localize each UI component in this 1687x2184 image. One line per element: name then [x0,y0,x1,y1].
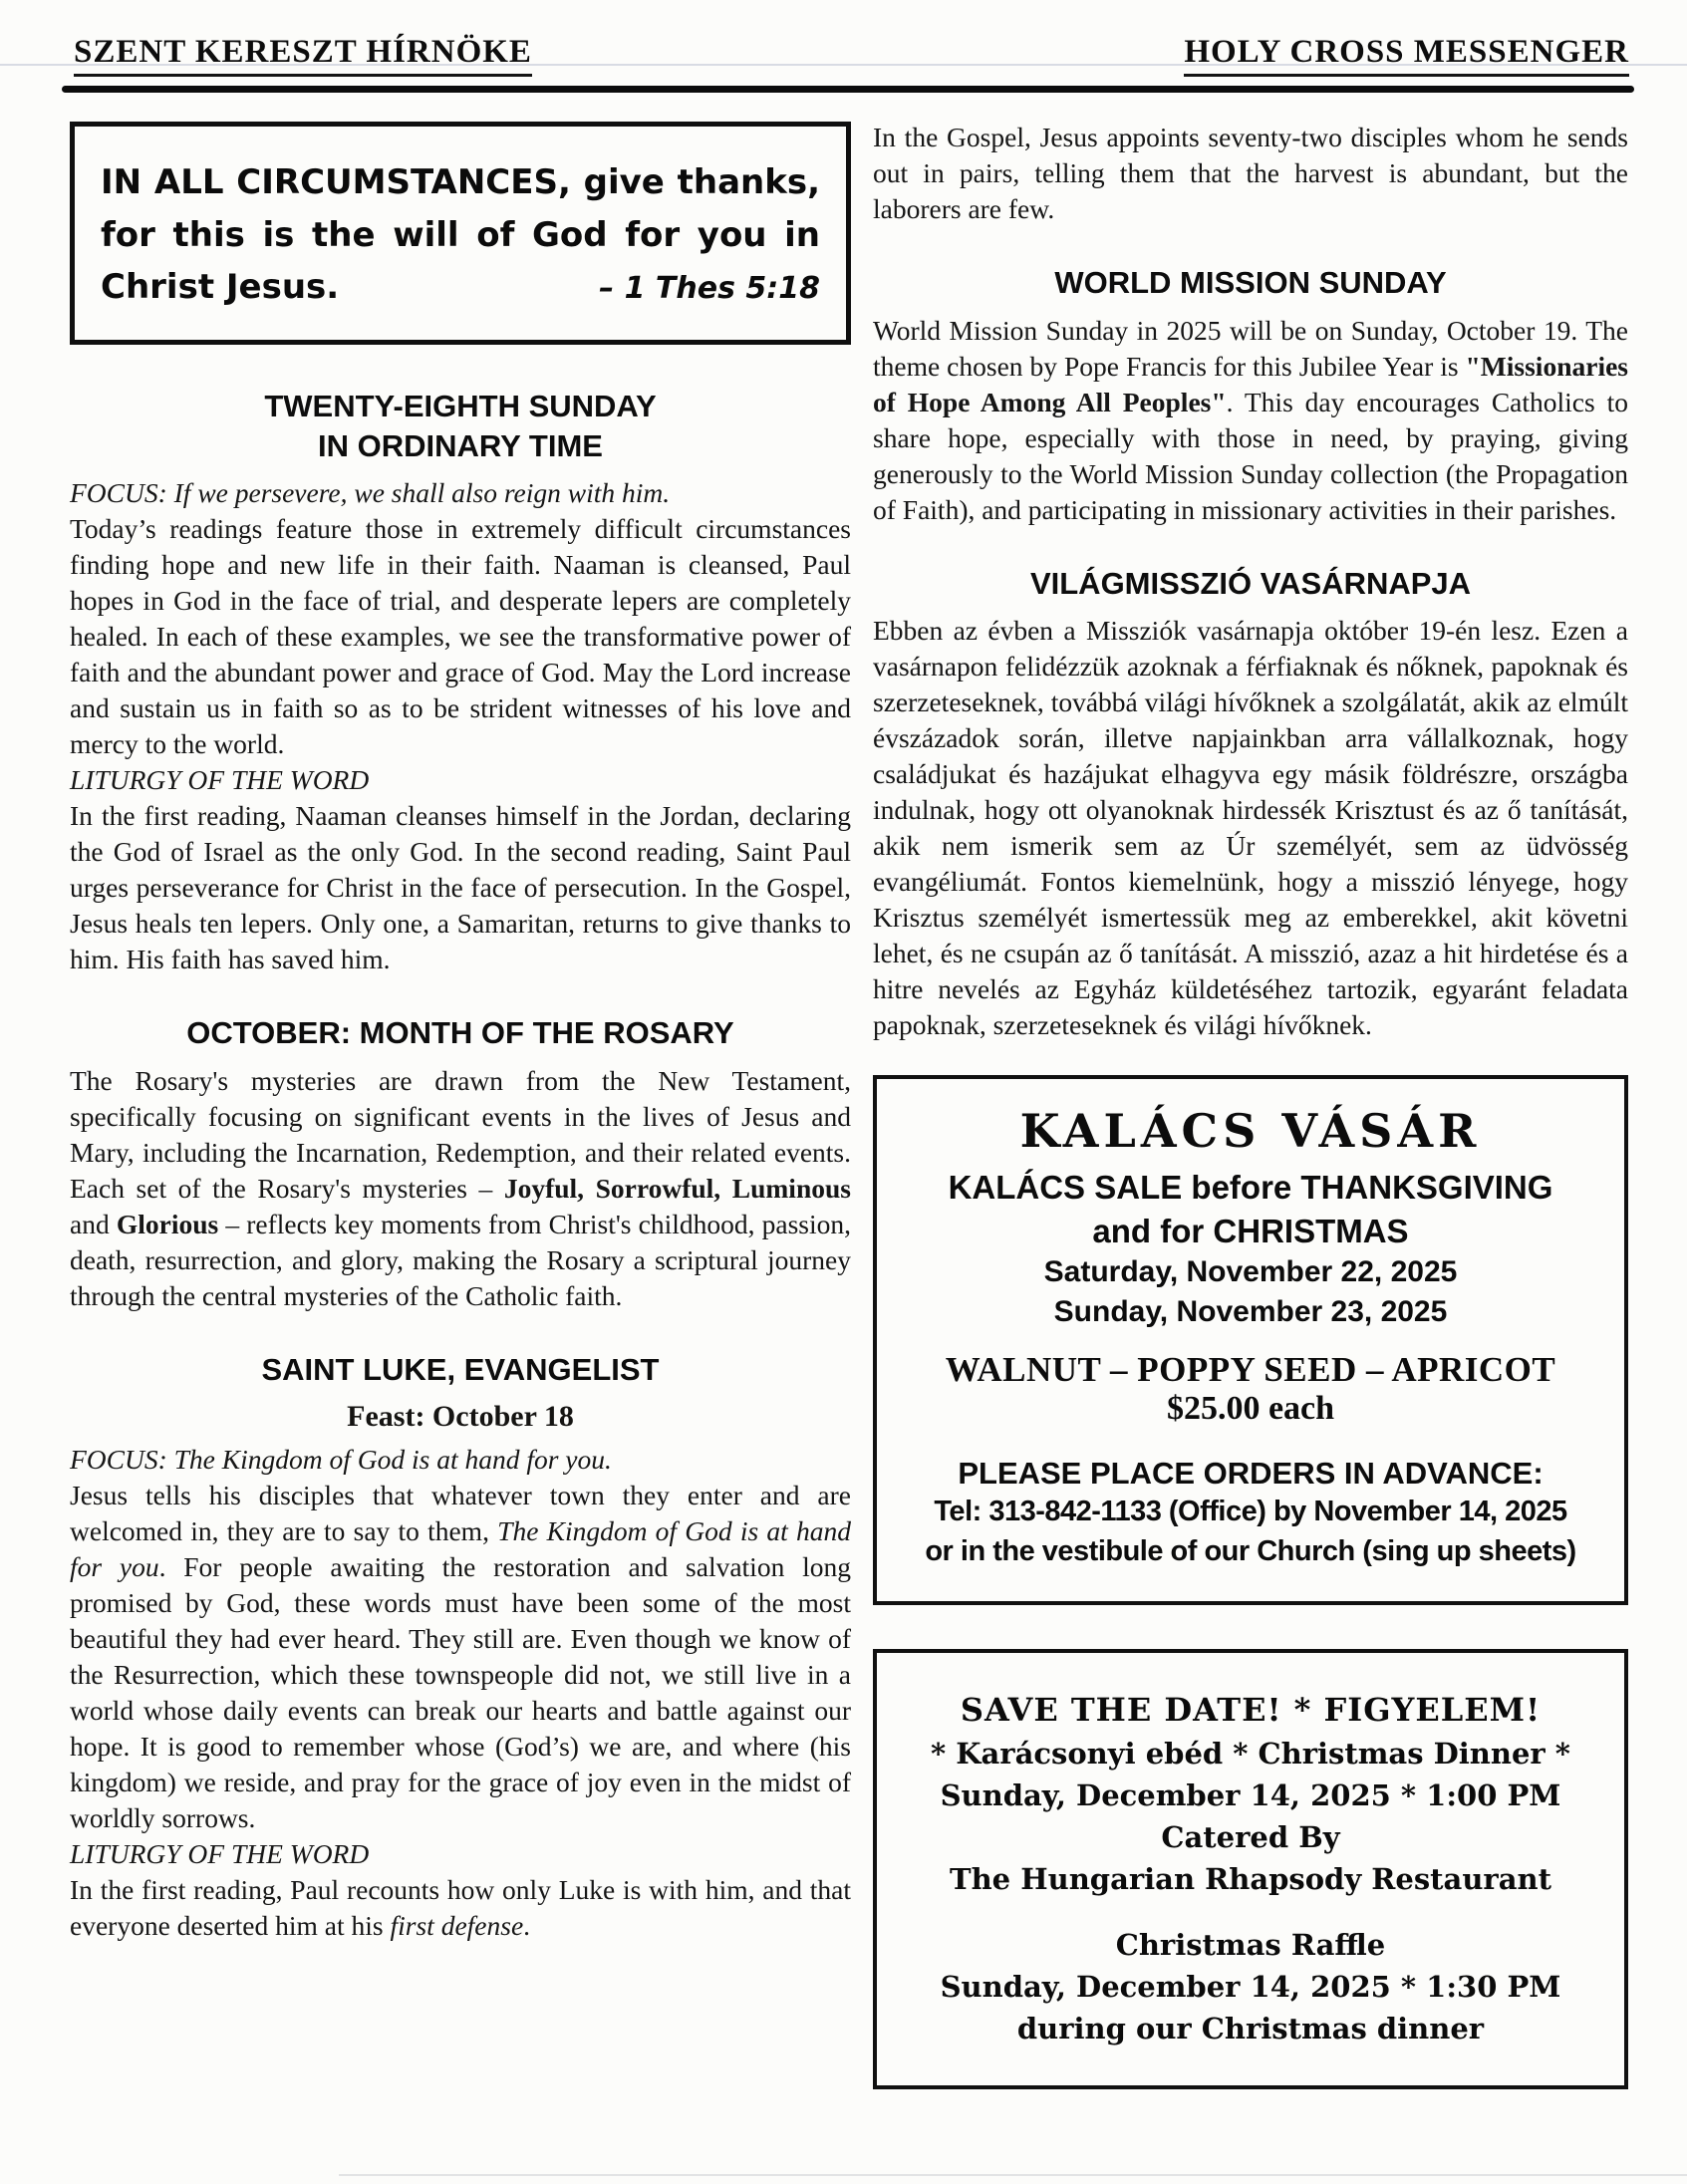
saint-luke-body-text: . For people awaiting the restoration and salvation long promised by God, these words must have been some of the most beautiful they had ever heard. They still are. Even though we know of the Resurrection, which these townspeople did not, we still live in a world whose daily events can break our hearts and battle against our hope. It is good to remember whose (God’s) we are, and where (his kingdom) we reside, and pray for the grace of joy even in the midst of worldly sorrows. [70,1550,851,1833]
vilagmisszio-body: Ebben az évben a Missziók vasárnapja október 19-én lesz. Ezen a vasárnapon felidézzük azoknak a férfiaknak és nőknek, papoknak és szerzeteseknek, továbbá világi hívőknek a szolgálatát, akik az elmúlt évszázadok során, illetve napjainkban arra vállalkoznak, hogy családjukat és hazájukat elhagyva egy másik földrészre, országba indulnak, hogy ott olyanoknak hirdessék Krisztust és az ő tanítását, akik nem ismerik sem az Úr személyét, sem az üdvösség evangéliumát. Fontos kiemelnünk, hogy a misszió lényege, hogy Krisztus személyét ismertessük meg az emberekkel, akit követni lehet, és ne csupán az ő tanítását. A misszió, azaz a hit hirdetése és a hitre nevelés az Egyház küldetéséhez tartozik, egyaránt feladata papoknak, szerzeteseknek és világi hívőknek. [873,615,1628,1041]
quote-citation: – 1 Thes 5:18 [599,271,820,307]
kalacs-date-sunday: Sunday, November 23, 2025 [1053,1295,1448,1329]
section-title-rosary: OCTOBER: MONTH OF THE ROSARY [186,1015,734,1051]
ordinary-time-liturgy-body: In the first reading, Naaman cleanses himself in the Jordan, declaring the God of Israel as the only God. In the second reading, Saint Paul urges perseverance for Christ in the face of persecution. In the Gospel, Jesus heals ten lepers. Only one, a Samaritan, returns to give thanks to him. His faith has saved him. [70,800,851,975]
world-mission-text: World Mission Sunday in 2025 will be on Sunday, October 19. The theme chosen by Pope Francis for this Jubilee Year is [873,314,1628,382]
section-title-line-1: TWENTY-EIGHTH SUNDAY [264,389,657,424]
rosary-body-text: and [70,1209,117,1240]
section-title-vilagmisszio: VILÁGMISSZIÓ VASÁRNAPJA [1029,565,1472,601]
save-date-headline: SAVE THE DATE! * FIGYELEM! [960,1691,1542,1730]
gospel-paragraph: In the Gospel, Jesus appoints seventy-two disciples whom he sends out in pairs, telling them that the harvest is abundant, but the laborers are few. [873,122,1628,224]
kalacs-price: $25.00 each [1166,1390,1335,1428]
christmas-dinner-datetime: Sunday, December 14, 2025 * 1:00 PM [940,1778,1561,1813]
quote-last-row [101,261,820,314]
ordinary-time-focus: FOCUS: If we persevere, we shall also reign with him. [70,477,671,509]
saint-luke-body-italic: The Kingdom of God is at hand for you [70,1514,851,1582]
section-title-saint-luke: SAINT LUKE, EVANGELIST [261,1352,660,1388]
saint-luke-liturgy-italic: first defense [390,1909,524,1941]
saint-luke-liturgy-text: In the first reading, Paul recounts how only Luke is with him, and that everyone deserted him at his [70,1873,851,1941]
masthead-hungarian-title: SZENT KERESZT HÍRNÖKE [74,34,532,77]
kalacs-subtitle-line-1: KALÁCS SALE before THANKSGIVING [948,1169,1553,1207]
kalacs-vestibule-line: or in the vestibule of our Church (sing up sheets) [925,1535,1576,1568]
scripture-quote-box [70,122,851,345]
masthead-rule [62,86,1634,93]
world-mission-body [873,313,1628,528]
christmas-raffle-datetime: Sunday, December 14, 2025 * 1:30 PM [940,1970,1561,2005]
quote-line-3: Christ Jesus. [101,267,340,308]
saint-luke-liturgy-text: . [523,1909,531,1941]
rosary-mysteries-bold-2: Glorious [116,1209,219,1240]
spacer [891,1900,1610,1924]
kalacs-orders-notice: PLEASE PLACE ORDERS IN ADVANCE: [958,1456,1544,1492]
section-title-world-mission: WORLD MISSION SUNDAY [1054,265,1447,300]
saint-luke-liturgy-body [70,1872,851,1944]
kalacs-flavors: WALNUT – POPPY SEED – APRICOT [945,1350,1556,1390]
christmas-raffle-note: during our Christmas dinner [1016,2012,1485,2047]
saint-luke-body-text: Jesus tells his disciples that whatever town they enter and are welcomed in, they are to say to them, [70,1479,851,1546]
quote-line-2: for this is the will of God for you in [101,214,820,255]
ordinary-time-liturgy-heading: LITURGY OF THE WORD [70,764,370,796]
world-mission-text: . This day encourages Catholics to share hope, especially with those in need, by praying, giving generously to the World Mission Sunday collection (the Propagation of Faith), and participating in missionary activities in their parishes. [873,386,1628,525]
catered-by-label: Catered By [1161,1820,1340,1855]
kalacs-sale-box [873,1075,1628,1605]
left-column [70,122,851,1944]
saint-luke-liturgy-heading: LITURGY OF THE WORD [70,1837,370,1869]
christmas-raffle-title: Christmas Raffle [1115,1928,1386,1963]
scan-artifact-line [339,2174,1687,2176]
rosary-mysteries-bold-1: Joyful, Sorrowful, Luminous [503,1173,851,1205]
ordinary-time-body: Today’s readings feature those in extremely difficult circumstances finding hope and new life in their faith. Naaman is cleansed, Paul hopes in God in the face of trial, and desperate lepers are completely healed. In each of these examples, we see the transformative power of faith and the abundant power and grace of God. May the Lord increase and sustain us in faith so as to be strident witnesses of his love and mercy to the world. [70,513,851,760]
right-column [873,120,1628,2089]
kalacs-date-saturday: Saturday, November 22, 2025 [1043,1255,1458,1289]
kalacs-title: KALÁCS VÁSÁR [1019,1104,1482,1159]
world-mission-theme-bold: "Missionaries of Hope Among All Peoples" [873,350,1628,417]
masthead-english-title: HOLY CROSS MESSENGER [1184,34,1629,77]
kalacs-subtitle-line-2: and for CHRISTMAS [1092,1212,1409,1249]
saint-luke-feast: Feast: October 18 [347,1399,574,1433]
saint-luke-focus: FOCUS: The Kingdom of God is at hand for you. [70,1443,612,1475]
saint-luke-body [70,1478,851,1836]
caterer-name: The Hungarian Rhapsody Restaurant [950,1862,1551,1897]
section-title-ordinary-time [70,387,851,465]
rosary-body [70,1063,851,1314]
quote-line-1: IN ALL CIRCUMSTANCES, give thanks, [101,162,820,202]
rosary-body-text: – reflects key moments from Christ's childhood, passion, death, resurrection, and glory, making the Rosary a scriptural journey through the central mysteries of the Catholic faith. [70,1209,851,1312]
rosary-body-text: The Rosary's mysteries are drawn from the New Testament, specifically focusing on significant events in the lives of Jesus and Mary, including the Incarnation, Redemption, and their related events. Each set of the Rosary's mysteries – [70,1065,851,1205]
christmas-dinner-title: * Karácsonyi ebéd * Christmas Dinner * [931,1737,1570,1772]
kalacs-telephone-line: Tel: 313-842-1133 (Office) by November 14, 2025 [934,1496,1567,1528]
section-title-line-2: IN ORDINARY TIME [318,427,603,463]
save-the-date-box [873,1649,1628,2089]
